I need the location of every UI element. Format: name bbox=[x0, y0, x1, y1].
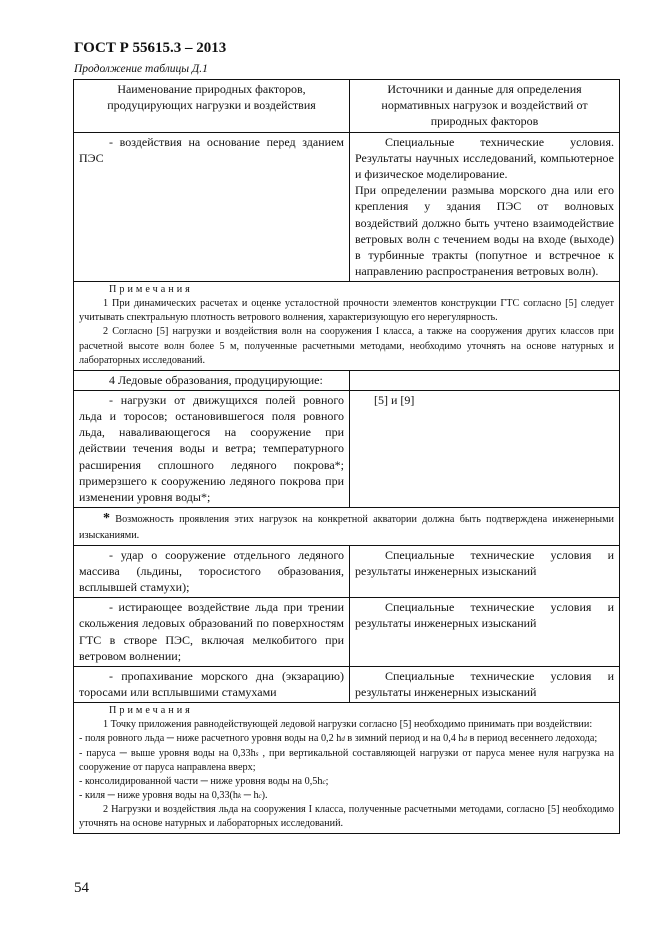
notes-row bbox=[74, 282, 620, 370]
notes-heading: Примечания bbox=[109, 705, 193, 717]
footnote-text: Возможность проявления этих нагрузок на конкретной акватории должна быть подтверждена инженерными изысканиями. bbox=[79, 514, 614, 541]
column-header-factors: Наименование природных факторов, продуцирующих нагрузки и воздействия bbox=[74, 80, 350, 133]
footnote-cell bbox=[74, 508, 620, 545]
notes-cell bbox=[74, 282, 620, 370]
source-cell: Специальные технические условия и результаты инженерных изысканий bbox=[350, 666, 620, 702]
table-row bbox=[74, 390, 620, 507]
note-item: 2 Нагрузки и воздействия льда на сооружения I класса, полученные расчетными методами, согласно [5] необходимо уточнять на основе натурных и лабораторных исследований. bbox=[79, 803, 614, 829]
factor-cell: - истирающее воздействие льда при трении скольжения ледовых образований по поверхностям ГТС в створе ПЭС, включая мелкобитого при ветровом волнении; bbox=[74, 598, 350, 667]
source-cell: [5] и [9] bbox=[350, 390, 620, 507]
table-header-row bbox=[74, 80, 620, 133]
table-row bbox=[74, 132, 620, 282]
natural-factors-table bbox=[73, 79, 620, 834]
note-bullet: - киля ─ ниже уровня воды на 0,33(hk ─ hc). bbox=[79, 789, 268, 801]
notes-row bbox=[74, 703, 620, 834]
table-row bbox=[74, 666, 620, 702]
table-continuation-label: Продолжение таблицы Д.1 bbox=[74, 63, 208, 75]
note-item: 1 Точку приложения равнодействующей ледовой нагрузки согласно [5] необходимо принимать при воздействии: bbox=[103, 719, 593, 731]
section-row bbox=[74, 370, 620, 390]
factor-cell: - удар о сооружение отдельного ледяного массива (льдины, торосистого образования, всплывшей стамухи); bbox=[74, 545, 350, 598]
source-paragraph: При определении размыва морского дна или его крепления у здания ПЭС от волновых воздействий должно быть учтено взаимодействие ветровых волн с течением воды на входе (выходе) в турбинные тракты (попутное и встречное к направлению распространения ветровых волн). bbox=[355, 183, 614, 279]
factor-cell: - нагрузки от движущихся полей ровного льда и торосов; остановившегося поля ровного льда, наваливающегося на сооружение при действии течения воды и ветра; температурного расширения сплошного ледяного покрова*; примерзшего к сооружению ледяного покрова при изменении уровня воды*; bbox=[74, 390, 350, 507]
note-item: 2 Согласно [5] нагрузки и воздействия волн на сооружения I класса, а также на сооружения других классов при расчетной высоте волн более 5 м, полученные расчетными методами, необходимо уточнять на основе натурных и лабораторных исследований. bbox=[79, 326, 614, 366]
source-cell: Специальные технические условия и результаты инженерных изысканий bbox=[350, 545, 620, 598]
notes-heading: Примечания bbox=[109, 284, 193, 296]
note-bullet: - консолидированной части ─ ниже уровня воды на 0,5hc; bbox=[79, 775, 329, 787]
source-paragraph: Специальные технические условия. Результаты научных исследований, компьютерное и физическое моделирование. bbox=[355, 134, 614, 181]
factor-cell: - пропахивание морского дна (экзарацию) торосами или всплывшими стамухами bbox=[74, 666, 350, 702]
notes-cell bbox=[74, 703, 620, 834]
document-title: ГОСТ Р 55615.3 – 2013 bbox=[74, 40, 227, 56]
footnote-row bbox=[74, 508, 620, 545]
source-cell: Специальные технические условия и результаты инженерных изысканий bbox=[350, 598, 620, 667]
note-bullet: - поля ровного льда ─ ниже расчетного уровня воды на 0,2 hd в зимний период и на 0,4 hd в период весеннего ледохода; bbox=[79, 733, 598, 745]
section-heading: 4 Ледовые образования, продуцирующие: bbox=[74, 370, 350, 390]
footnote-marker: * bbox=[103, 511, 110, 527]
table-row bbox=[74, 545, 620, 598]
column-header-sources: Источники и данные для определения нормативных нагрузок и воздействий от природных факторов bbox=[350, 80, 620, 133]
table-row bbox=[74, 598, 620, 667]
note-item: 1 При динамических расчетах и оценке усталостной прочности элементов конструкции ГТС согласно [5] следует учитывать спектральную плотность ветрового волнения, характеризующую его нерегулярность. bbox=[79, 298, 614, 324]
empty-cell bbox=[350, 370, 620, 390]
source-cell bbox=[350, 132, 620, 282]
factor-cell: - воздействия на основание перед зданием ПЭС bbox=[74, 132, 350, 282]
page-number: 54 bbox=[74, 880, 89, 896]
note-bullet: - паруса ─ выше уровня воды на 0,33hs , при вертикальной составляющей нагрузки от паруса менее нуля нагрузка на сооружение от паруса направлена вверх; bbox=[79, 747, 614, 773]
